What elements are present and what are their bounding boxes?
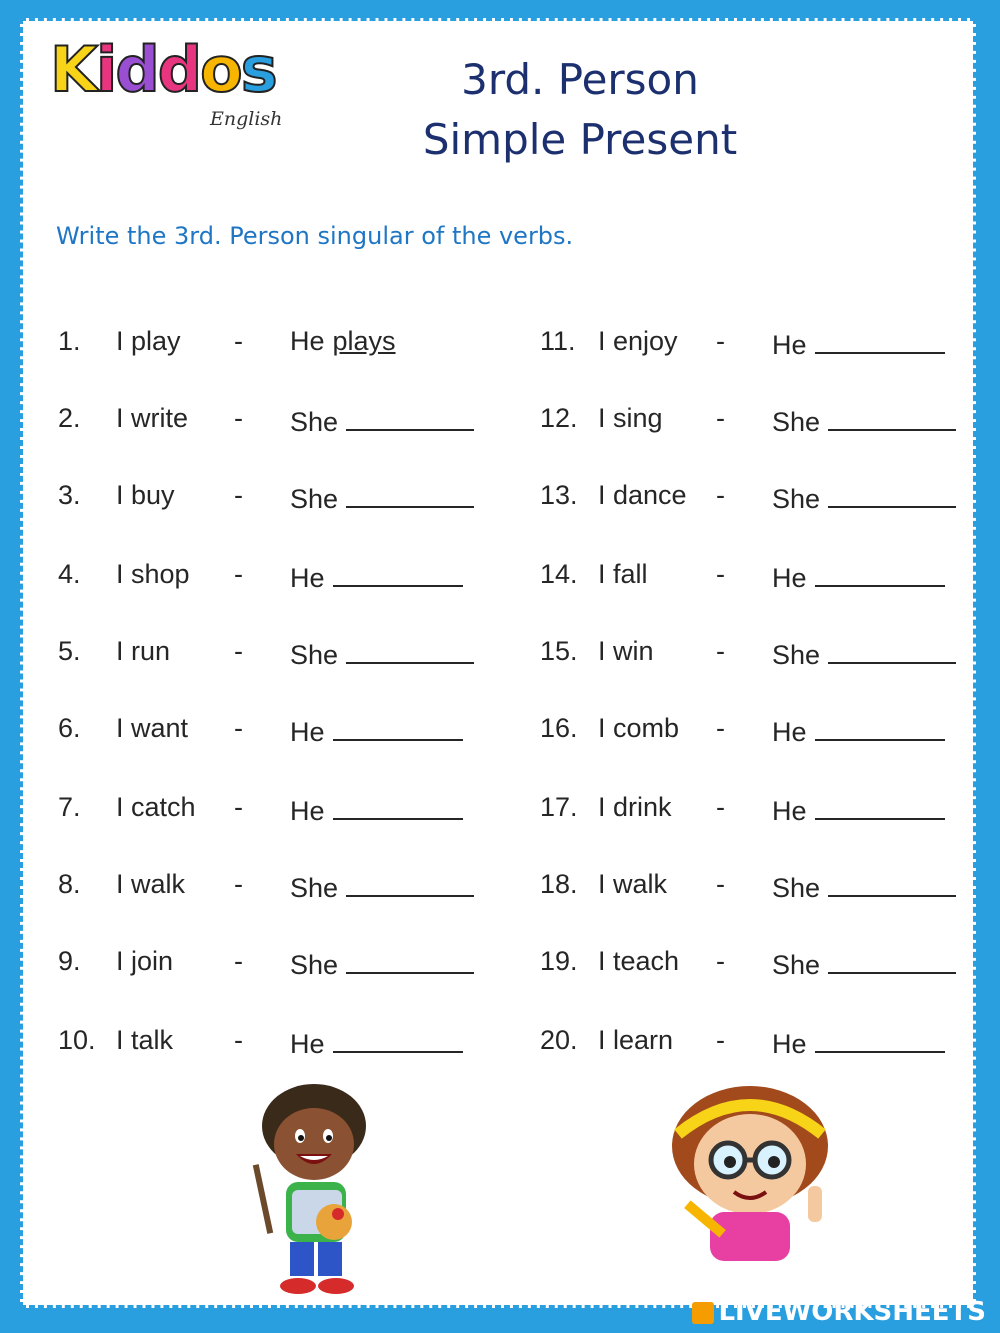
logo-subtitle: English xyxy=(210,108,283,130)
exercise-item xyxy=(0,326,1000,366)
exercise-item xyxy=(0,480,1000,520)
exercise-item xyxy=(0,946,1000,986)
example-answer: plays xyxy=(332,326,396,356)
item-dash: - xyxy=(234,326,243,356)
item-number: 8. xyxy=(58,869,81,899)
item-pronoun: She xyxy=(772,484,821,514)
item-verb: I walk xyxy=(116,869,186,899)
page-title-line2: Simple Present xyxy=(422,115,738,164)
exercise-item xyxy=(0,713,1000,753)
answer-blank-input[interactable] xyxy=(815,792,945,820)
answer-blank-input[interactable] xyxy=(815,713,945,741)
exercise-item xyxy=(0,403,1000,443)
item-answer-line xyxy=(772,480,956,515)
item-dash: - xyxy=(716,636,725,666)
item-dash: - xyxy=(716,326,725,356)
item-dash: - xyxy=(716,946,725,976)
item-dash: - xyxy=(234,946,243,976)
item-dash: - xyxy=(234,713,243,743)
item-verb: I run xyxy=(116,636,171,666)
item-answer-line xyxy=(772,792,945,827)
item-verb: I walk xyxy=(598,869,668,899)
item-dash: - xyxy=(234,559,243,589)
item-number: 13. xyxy=(540,480,578,510)
item-pronoun: She xyxy=(290,407,339,437)
item-pronoun: He xyxy=(290,717,325,747)
item-verb: I fall xyxy=(598,559,648,589)
footer-brand-text: LIVEWORKSHEETS xyxy=(718,1297,986,1327)
instruction-text: Write the 3rd. Person singular of the verbs. xyxy=(56,222,574,250)
item-dash: - xyxy=(234,403,243,433)
answer-blank-input[interactable] xyxy=(828,869,956,897)
item-verb: I enjoy xyxy=(598,326,678,356)
item-dash: - xyxy=(716,713,725,743)
item-pronoun: He xyxy=(772,717,807,747)
exercise-item xyxy=(0,636,1000,676)
answer-blank-input[interactable] xyxy=(828,946,956,974)
item-dash: - xyxy=(716,869,725,899)
item-dash: - xyxy=(234,636,243,666)
answer-blank-input[interactable] xyxy=(815,1025,945,1053)
boy-artist-illustration xyxy=(250,1082,385,1297)
item-pronoun: She xyxy=(772,640,821,670)
item-verb: I sing xyxy=(598,403,663,433)
logo-letter: s xyxy=(240,33,276,106)
item-number: 14. xyxy=(540,559,578,589)
item-verb: I want xyxy=(116,713,189,743)
page-title-line1: 3rd. Person xyxy=(461,55,699,104)
item-answer-line xyxy=(772,713,945,748)
item-pronoun: He xyxy=(772,563,807,593)
item-answer-line xyxy=(772,403,956,438)
liveworksheets-brand xyxy=(692,1297,986,1327)
item-number: 17. xyxy=(540,792,578,822)
item-number: 19. xyxy=(540,946,578,976)
item-verb: I learn xyxy=(598,1025,674,1055)
item-verb: I drink xyxy=(598,792,672,822)
item-answer-line xyxy=(772,946,956,981)
item-dash: - xyxy=(234,480,243,510)
kiddos-logo xyxy=(50,33,300,150)
item-number: 4. xyxy=(58,559,81,589)
item-dash: - xyxy=(234,869,243,899)
item-pronoun: She xyxy=(290,873,339,903)
item-number: 11. xyxy=(540,326,576,356)
item-answer-line xyxy=(772,869,956,904)
answer-blank-input[interactable] xyxy=(828,480,956,508)
item-answer-line xyxy=(772,636,956,671)
item-verb: I join xyxy=(116,946,174,976)
item-verb: I dance xyxy=(598,480,687,510)
item-number: 10. xyxy=(58,1025,96,1055)
item-verb: I shop xyxy=(116,559,190,589)
item-number: 1. xyxy=(58,326,81,356)
logo-letter: o xyxy=(200,33,241,106)
item-pronoun: He xyxy=(290,326,325,356)
item-verb: I catch xyxy=(116,792,196,822)
answer-blank-input[interactable] xyxy=(815,326,945,354)
item-verb: I write xyxy=(116,403,189,433)
logo-letter: K xyxy=(50,33,97,106)
item-pronoun: She xyxy=(290,484,339,514)
item-number: 9. xyxy=(58,946,81,976)
liveworksheets-logo-icon xyxy=(692,1302,714,1324)
item-number: 20. xyxy=(540,1025,578,1055)
item-number: 5. xyxy=(58,636,81,666)
item-dash: - xyxy=(716,792,725,822)
answer-blank-input[interactable] xyxy=(828,403,956,431)
item-pronoun: She xyxy=(290,950,339,980)
logo-letter: i xyxy=(96,33,116,106)
item-dash: - xyxy=(234,792,243,822)
item-pronoun: She xyxy=(290,640,339,670)
item-dash: - xyxy=(716,403,725,433)
answer-blank-input[interactable] xyxy=(815,559,945,587)
item-pronoun: She xyxy=(772,873,821,903)
item-number: 2. xyxy=(58,403,81,433)
item-dash: - xyxy=(716,559,725,589)
logo-wordmark xyxy=(50,33,276,106)
item-verb: I buy xyxy=(116,480,175,510)
item-number: 15. xyxy=(540,636,578,666)
item-number: 3. xyxy=(58,480,81,510)
exercise-item xyxy=(0,869,1000,909)
item-pronoun: He xyxy=(290,1029,325,1059)
girl-student-illustration xyxy=(658,1086,848,1261)
item-verb: I play xyxy=(116,326,181,356)
logo-letter: d xyxy=(157,33,201,106)
exercise-item xyxy=(0,559,1000,599)
logo-letter: d xyxy=(115,33,158,106)
item-number: 6. xyxy=(58,713,81,743)
item-answer-line xyxy=(772,326,945,361)
item-number: 18. xyxy=(540,869,578,899)
item-pronoun: He xyxy=(772,796,807,826)
item-verb: I talk xyxy=(116,1025,174,1055)
exercise-item xyxy=(0,792,1000,832)
item-dash: - xyxy=(716,480,725,510)
item-number: 12. xyxy=(540,403,578,433)
item-dash: - xyxy=(716,1025,725,1055)
item-pronoun: He xyxy=(772,330,807,360)
answer-blank-input[interactable] xyxy=(828,636,956,664)
item-verb: I comb xyxy=(598,713,680,743)
item-pronoun: He xyxy=(290,796,325,826)
item-answer-line xyxy=(772,559,945,594)
item-pronoun: She xyxy=(772,950,821,980)
item-verb: I teach xyxy=(598,946,680,976)
item-verb: I win xyxy=(598,636,654,666)
item-number: 7. xyxy=(58,792,81,822)
exercise-item xyxy=(0,1025,1000,1065)
item-pronoun: He xyxy=(290,563,325,593)
item-answer-line xyxy=(772,1025,945,1060)
item-number: 16. xyxy=(540,713,578,743)
item-pronoun: He xyxy=(772,1029,807,1059)
item-pronoun: She xyxy=(772,407,821,437)
item-dash: - xyxy=(234,1025,243,1055)
